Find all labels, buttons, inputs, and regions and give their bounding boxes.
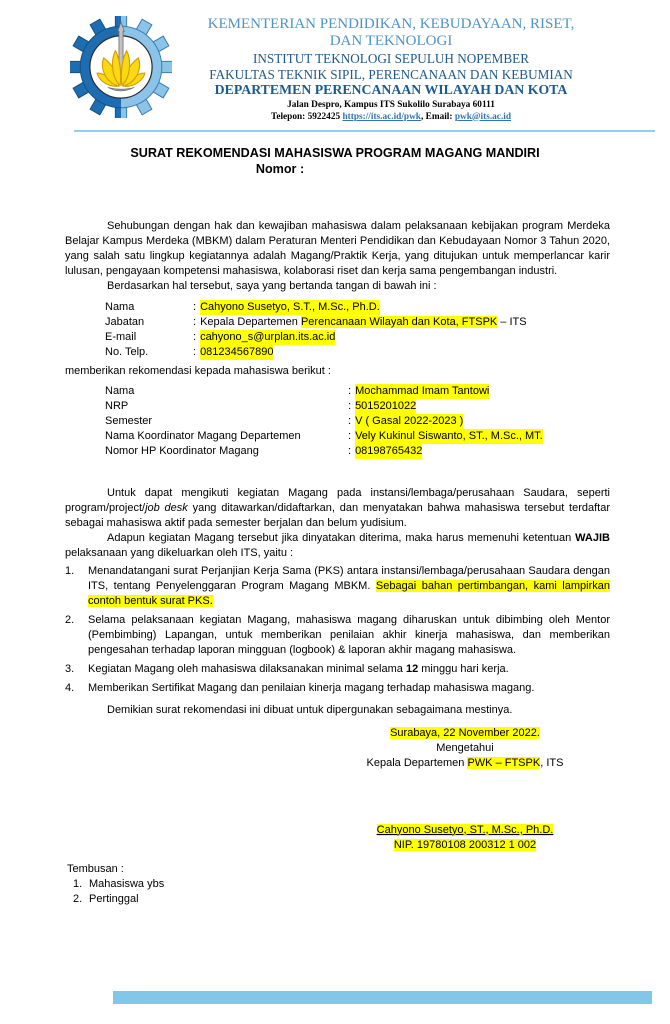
- footer-accent-bar: [113, 991, 652, 1004]
- table-row: [105, 345, 610, 360]
- paragraph-berdasarkan: Berdasarkan hal tersebut, saya yang bertanda tangan di bawah ini :: [107, 280, 437, 292]
- paragraph-memberikan: memberikan rekomendasi kepada mahasiswa berikut :: [65, 365, 331, 377]
- list-item: [65, 613, 610, 658]
- letterhead-divider: [74, 130, 655, 132]
- table-row: [105, 315, 610, 330]
- requirement-3-text: Kegiatan Magang oleh mahasiswa dilaksanakan minimal selama 12 minggu hari kerja.: [88, 663, 509, 675]
- list-number: 2.: [65, 614, 75, 626]
- list-number: 4.: [65, 682, 75, 694]
- colon: :: [193, 316, 197, 328]
- colon: :: [193, 346, 197, 358]
- signature-date: Surabaya, 22 November 2022.: [390, 727, 540, 739]
- faculty-name: FAKULTAS TEKNIK SIPIL, PERENCANAAN DAN KEBUMIAN: [209, 66, 573, 82]
- signature-name: Cahyono Susetyo, ST., M.Sc., Ph.D.: [376, 823, 554, 836]
- ministry-name-line1: KEMENTERIAN PENDIDIKAN, KEBUDAYAAN, RISET,: [207, 16, 575, 32]
- paragraph-intro: Sehubungan dengan hak dan kewajiban mahasiswa dalam pelaksanaan kebijakan program Merdeka Belajar Kampus Merdeka (MBKM) dalam Peraturan Menteri Pendidikan dan Kebudayaan Nomor 3 Tahun 2020, yang salah satu lingkup kegiatannya adalah Magang/Praktik Kerja, yang ditujukan untuk memperlancar karir lulusan, pengayaan kompetensi mahasiswa, kolaborasi riset dan kerja sama pengembangan industri.: [65, 220, 610, 277]
- signature-block: [320, 726, 610, 853]
- list-item: [65, 564, 610, 609]
- table-row: [105, 399, 610, 414]
- coordinator-phone-value: 08198765432: [355, 445, 423, 457]
- signature-nip: NIP. 19780108 200312 1 002: [393, 838, 537, 851]
- student-nrp-value: 5015201022: [355, 400, 417, 412]
- table-row: [105, 330, 610, 345]
- section-intro: [65, 219, 610, 459]
- signer-info-table: [105, 300, 610, 360]
- letterhead-text: [172, 14, 652, 123]
- student-info-table: [105, 384, 610, 459]
- email-label: , Email:: [420, 111, 453, 122]
- coordinator-name-value: Vely Kukinul Siswanto, ST., M.Sc., MT.: [355, 430, 543, 442]
- tembusan-item-text: Pertinggal: [89, 893, 139, 905]
- student-name-value: Mochammad Imam Tantowi: [355, 385, 490, 397]
- contact-line: [172, 112, 610, 124]
- requirement-4-text: Memberikan Sertifikat Magang dan penilaian kinerja magang terhadap mahasiswa magang.: [88, 682, 535, 694]
- coordinator-name-label: Nama Koordinator Magang Departemen: [105, 430, 301, 442]
- requirement-1-text: Menandatangani surat Perjanjian Kerja Sama (PKS) antara instansi/lembaga/perusahaan Saudara dengan ITS, tentang Penyelenggaran Program Magang MBKM. Sebagai bahan pertimbangan, kami lampirkan contoh bentuk surat PKS.: [88, 565, 610, 607]
- paragraph-untuk: Untuk dapat mengikuti kegiatan Magang pada instansi/lembaga/perusahaan Saudara, seperti program/project/job desk yang ditawarkan/didaftarkan, dan menyatakan bahwa mahasiswa tersebut terdaftar sebagai mahasiswa aktif pada semester berjalan dan belum yudisium.: [65, 487, 610, 529]
- address-line: Jalan Despro, Kampus ITS Sukolilo Surabaya 60111: [287, 100, 495, 110]
- signature-space: [320, 772, 610, 823]
- colon: :: [348, 400, 352, 412]
- website-link[interactable]: https://its.ac.id/pwk: [342, 111, 421, 122]
- section-closing: [65, 703, 610, 718]
- email-link[interactable]: pwk@its.ac.id: [454, 111, 512, 122]
- colon: :: [348, 445, 352, 457]
- letter-title-block: [0, 146, 670, 177]
- paragraph-adapun: Adapun kegiatan Magang tersebut jika dinyatakan diterima, maka harus memenuhi ketentuan WAJIB pelaksanaan yang dikeluarkan oleh ITS, yaitu :: [65, 532, 610, 559]
- colon: :: [193, 331, 197, 343]
- colon: :: [348, 385, 352, 397]
- list-item: [67, 892, 367, 907]
- tembusan-block: [67, 862, 367, 907]
- list-item: [67, 877, 367, 892]
- institute-name: INSTITUT TEKNOLOGI SEPULUH NOPEMBER: [252, 51, 530, 66]
- requirement-2-text: Selama pelaksanaan kegiatan Magang, mahasiswa magang diharuskan untuk dibimbing oleh Mentor (Pembimbing) Lapangan, untuk memberikan penilaian akhir kinerja mahasiswa, dan memberikan pengesahan terhadap laporan mingguan (logbook) & laporan akhir magang mahasiswa.: [88, 614, 610, 656]
- section-requirements: [65, 486, 610, 700]
- letterhead: [70, 14, 652, 123]
- list-number: 2.: [73, 893, 83, 905]
- ministry-name-line2: DAN TEKNOLOGI: [329, 32, 453, 49]
- coordinator-phone-label: Nomor HP Koordinator Magang: [105, 445, 259, 457]
- signer-email-value: cahyono_s@urplan.its.ac.id: [200, 331, 336, 343]
- list-item: [65, 681, 610, 696]
- signer-email-label: E-mail: [105, 331, 137, 343]
- signature-mengetahui: Mengetahui: [436, 742, 494, 755]
- signer-name-label: Nama: [105, 301, 135, 313]
- table-row: [105, 444, 610, 459]
- signer-position-value: Kepala Departemen Perencanaan Wilayah dan Kota, FTSPK – ITS: [200, 316, 527, 328]
- requirements-list: [65, 564, 610, 696]
- letter-number-label: Nomor :: [255, 161, 305, 176]
- signer-phone-label: No. Telp.: [105, 346, 149, 358]
- letter-title: SURAT REKOMENDASI MAHASISWA PROGRAM MAGANG MANDIRI: [130, 146, 540, 160]
- signature-position: Kepala Departemen PWK – FTSPK, ITS: [366, 757, 564, 770]
- tembusan-label: Tembusan :: [67, 863, 124, 875]
- phone-text: Telepon: 5922425: [270, 111, 341, 122]
- list-number: 1.: [73, 878, 83, 890]
- student-semester-label: Semester: [105, 415, 153, 427]
- its-logo-icon: [70, 14, 172, 120]
- student-name-label: Nama: [105, 385, 135, 397]
- colon: :: [348, 415, 352, 427]
- list-item: [65, 662, 610, 677]
- list-number: 1.: [65, 565, 75, 577]
- colon: :: [348, 430, 352, 442]
- department-name: DEPARTEMEN PERENCANAAN WILAYAH DAN KOTA: [214, 82, 568, 97]
- tembusan-item-text: Mahasiswa ybs: [89, 878, 165, 890]
- signer-position-label: Jabatan: [105, 316, 145, 328]
- list-number: 3.: [65, 663, 75, 675]
- table-row: [105, 300, 610, 315]
- table-row: [105, 414, 610, 429]
- table-row: [105, 384, 610, 399]
- signer-phone-value: 081234567890: [200, 346, 274, 358]
- table-row: [105, 429, 610, 444]
- paragraph-demikian: Demikian surat rekomendasi ini dibuat untuk dipergunakan sebagaimana mestinya.: [107, 704, 513, 716]
- signer-name-value: Cahyono Susetyo, S.T., M.Sc., Ph.D.: [200, 301, 380, 313]
- student-nrp-label: NRP: [105, 400, 129, 412]
- colon: :: [193, 301, 197, 313]
- student-semester-value: V ( Gasal 2022-2023 ): [355, 415, 464, 427]
